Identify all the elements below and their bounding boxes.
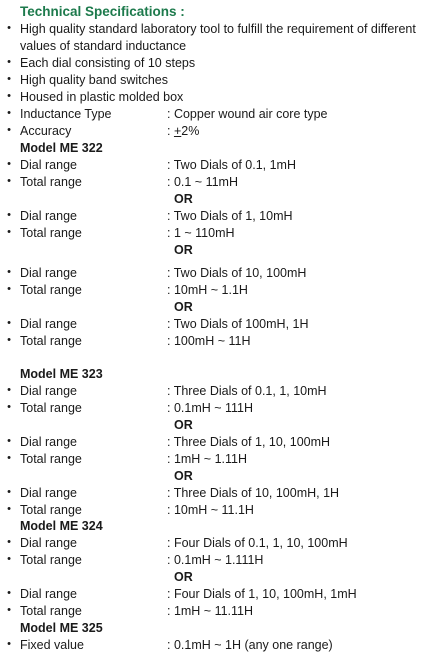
spec-label: Accuracy <box>20 124 72 138</box>
list-item-text: Housed in plastic molded box <box>20 90 184 104</box>
model-heading: Model ME 324 <box>20 519 103 533</box>
spec-value: : Four Dials of 1, 10, 100mH, 1mH <box>167 587 357 601</box>
spec-label: Fixed value <box>20 638 84 652</box>
spec-value: : 100mH ~ 11H <box>167 334 251 348</box>
spec-value-prefix: : <box>167 124 174 138</box>
spec-value: : Four Dials of 0.1, 1, 10, 100mH <box>167 536 348 550</box>
spec-value: : 1mH ~ 1.11H <box>167 452 248 466</box>
spec-label: Dial range <box>20 435 77 449</box>
bullet-icon: • <box>7 384 11 396</box>
bullet-icon: • <box>7 22 11 34</box>
spec-value: : Two Dials of 10, 100mH <box>167 266 307 280</box>
bullet-icon: • <box>7 553 11 565</box>
model-heading: Model ME 325 <box>20 621 103 635</box>
spec-label: Total range <box>20 226 82 240</box>
spec-value-rest: 2% <box>181 124 200 138</box>
or-separator: OR <box>174 300 193 314</box>
spec-label: Dial range <box>20 384 77 398</box>
spec-label: Dial range <box>20 486 77 500</box>
bullet-icon: • <box>7 124 11 136</box>
plus-minus-sign: + <box>173 124 182 138</box>
spec-value: : Two Dials of 0.1, 1mH <box>167 158 296 172</box>
bullet-icon: • <box>7 175 11 187</box>
bullet-icon: • <box>7 283 11 295</box>
or-separator: OR <box>174 570 193 584</box>
section-title: Technical Specifications : <box>20 4 185 19</box>
bullet-icon: • <box>7 266 11 278</box>
spec-label: Total range <box>20 175 82 189</box>
spec-label: Total range <box>20 401 82 415</box>
model-heading: Model ME 322 <box>20 141 103 155</box>
spec-value: : 0.1mH ~ 1H (any one range) <box>167 638 333 652</box>
spec-value: : 10mH ~ 11.1H <box>167 503 254 517</box>
spec-label: Total range <box>20 283 82 297</box>
bullet-icon: • <box>7 638 11 650</box>
spec-value: : 0.1 ~ 11mH <box>167 175 238 189</box>
spec-value: : 10mH ~ 1.1H <box>167 283 248 297</box>
spec-label: Total range <box>20 503 82 517</box>
spec-value: : Two Dials of 100mH, 1H <box>167 317 309 331</box>
bullet-icon: • <box>7 503 11 515</box>
bullet-icon: • <box>7 452 11 464</box>
spec-label: Total range <box>20 334 82 348</box>
list-item-text: High quality standard laboratory tool to fulfill the requirement of different <box>20 22 416 36</box>
spec-label: Dial range <box>20 317 77 331</box>
spec-label: Inductance Type <box>20 107 112 121</box>
spec-label: Total range <box>20 452 82 466</box>
spec-value: : Copper wound air core type <box>167 107 328 121</box>
or-separator: OR <box>174 469 193 483</box>
spec-label: Total range <box>20 553 82 567</box>
spec-label: Dial range <box>20 158 77 172</box>
bullet-icon: • <box>7 317 11 329</box>
or-separator: OR <box>174 243 193 257</box>
model-heading: Model ME 323 <box>20 367 103 381</box>
list-item-text: values of standard inductance <box>20 39 187 53</box>
spec-label: Dial range <box>20 266 77 280</box>
spec-label: Dial range <box>20 209 77 223</box>
bullet-icon: • <box>7 435 11 447</box>
bullet-icon: • <box>7 107 11 119</box>
spec-value: : Two Dials of 1, 10mH <box>167 209 293 223</box>
spec-label: Dial range <box>20 587 77 601</box>
bullet-icon: • <box>7 90 11 102</box>
spec-value: : 0.1mH ~ 1.111H <box>167 553 264 567</box>
spec-value: : Three Dials of 1, 10, 100mH <box>167 435 331 449</box>
list-item-text: Each dial consisting of 10 steps <box>20 56 196 70</box>
bullet-icon: • <box>7 587 11 599</box>
bullet-icon: • <box>7 73 11 85</box>
spec-value: : 0.1mH ~ 111H <box>167 401 254 415</box>
bullet-icon: • <box>7 401 11 413</box>
list-item-text: High quality band switches <box>20 73 168 87</box>
spec-value: : Three Dials of 0.1, 1, 10mH <box>167 384 327 398</box>
bullet-icon: • <box>7 209 11 221</box>
spec-value <box>167 123 199 139</box>
spec-label: Total range <box>20 604 82 618</box>
bullet-icon: • <box>7 334 11 346</box>
spec-label: Dial range <box>20 536 77 550</box>
spec-value: : Three Dials of 10, 100mH, 1H <box>167 486 340 500</box>
spec-value: : 1 ~ 110mH <box>167 226 235 240</box>
spec-value: : 1mH ~ 11.11H <box>167 604 254 618</box>
or-separator: OR <box>174 418 193 432</box>
bullet-icon: • <box>7 226 11 238</box>
bullet-icon: • <box>7 56 11 68</box>
or-separator: OR <box>174 192 193 206</box>
bullet-icon: • <box>7 158 11 170</box>
bullet-icon: • <box>7 604 11 616</box>
bullet-icon: • <box>7 486 11 498</box>
bullet-icon: • <box>7 536 11 548</box>
